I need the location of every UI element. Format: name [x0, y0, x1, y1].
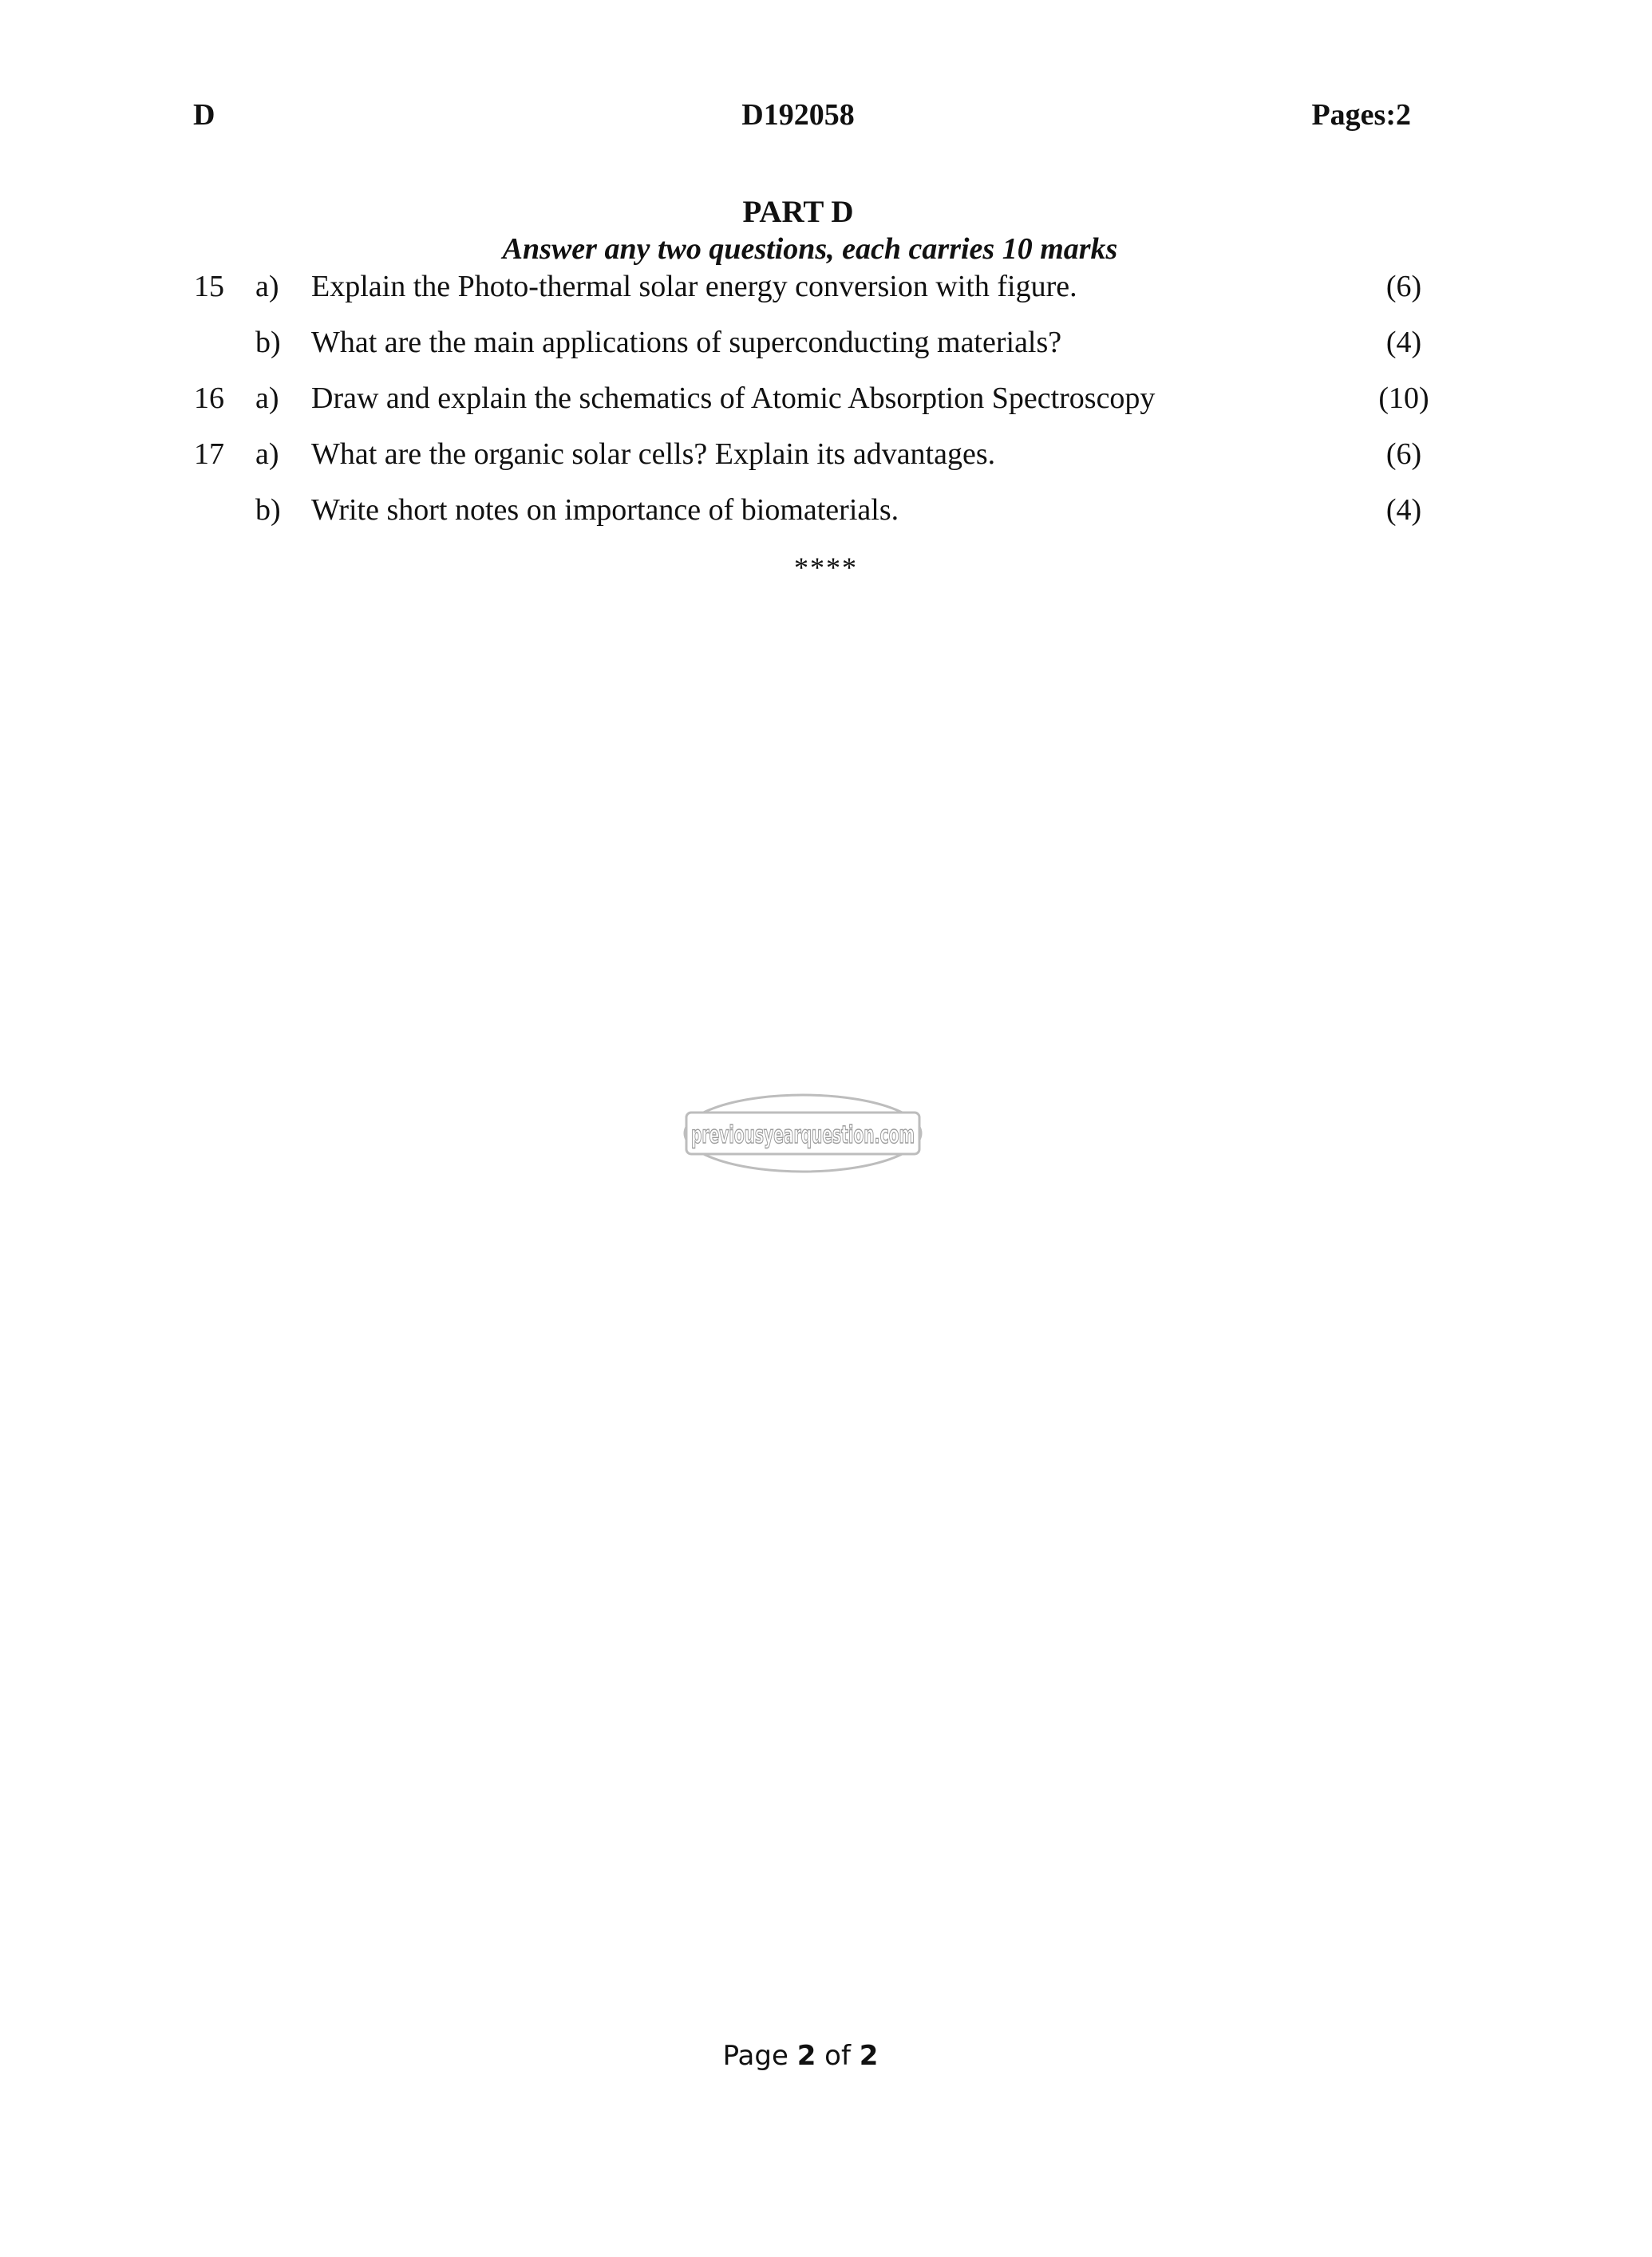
question-row [0, 381, 1596, 417]
question-sub-label: b) [255, 326, 281, 359]
question-text: What are the organic solar cells? Explain its advantages. [311, 437, 996, 471]
question-text: Draw and explain the schematics of Atomic Absorption Spectroscopy [311, 381, 1156, 415]
watermark-logo [682, 1092, 924, 1175]
footer-current-page: 2 [796, 2040, 816, 2072]
footer-prefix: Page [722, 2040, 797, 2072]
question-row [0, 325, 1596, 362]
question-sub-label: a) [255, 270, 279, 303]
question-text: Write short notes on importance of biomaterials. [311, 493, 899, 527]
question-sub-label: a) [255, 381, 279, 415]
question-number: 17 [194, 437, 224, 471]
question-text: What are the main applications of superconducting materials? [311, 326, 1062, 359]
watermark-text: previousyearquestion.com [691, 1121, 915, 1149]
footer-total-pages: 2 [859, 2040, 879, 2072]
page-count: Pages:2 [1311, 98, 1411, 132]
question-number: 16 [194, 381, 224, 415]
question-marks: (4) [1385, 326, 1422, 359]
question-row [0, 437, 1596, 473]
page-footer [0, 2040, 1601, 2072]
question-marks: (4) [1385, 493, 1422, 527]
question-row [0, 269, 1596, 306]
question-row [0, 492, 1596, 529]
question-sub-label: a) [255, 437, 279, 471]
part-title: PART D [742, 195, 854, 229]
set-code: D [193, 98, 215, 132]
question-sub-label: b) [255, 493, 281, 527]
question-marks: (6) [1385, 437, 1422, 471]
question-marks: (10) [1378, 381, 1429, 415]
footer-middle: of [816, 2040, 860, 2072]
end-of-paper-mark: **** [794, 551, 858, 583]
question-text: Explain the Photo-thermal solar energy conversion with figure. [311, 270, 1077, 303]
paper-code: D192058 [741, 98, 855, 132]
question-marks: (6) [1385, 270, 1422, 303]
question-number: 15 [194, 270, 224, 303]
part-instruction: Answer any two questions, each carries 10 marks [502, 232, 1118, 266]
